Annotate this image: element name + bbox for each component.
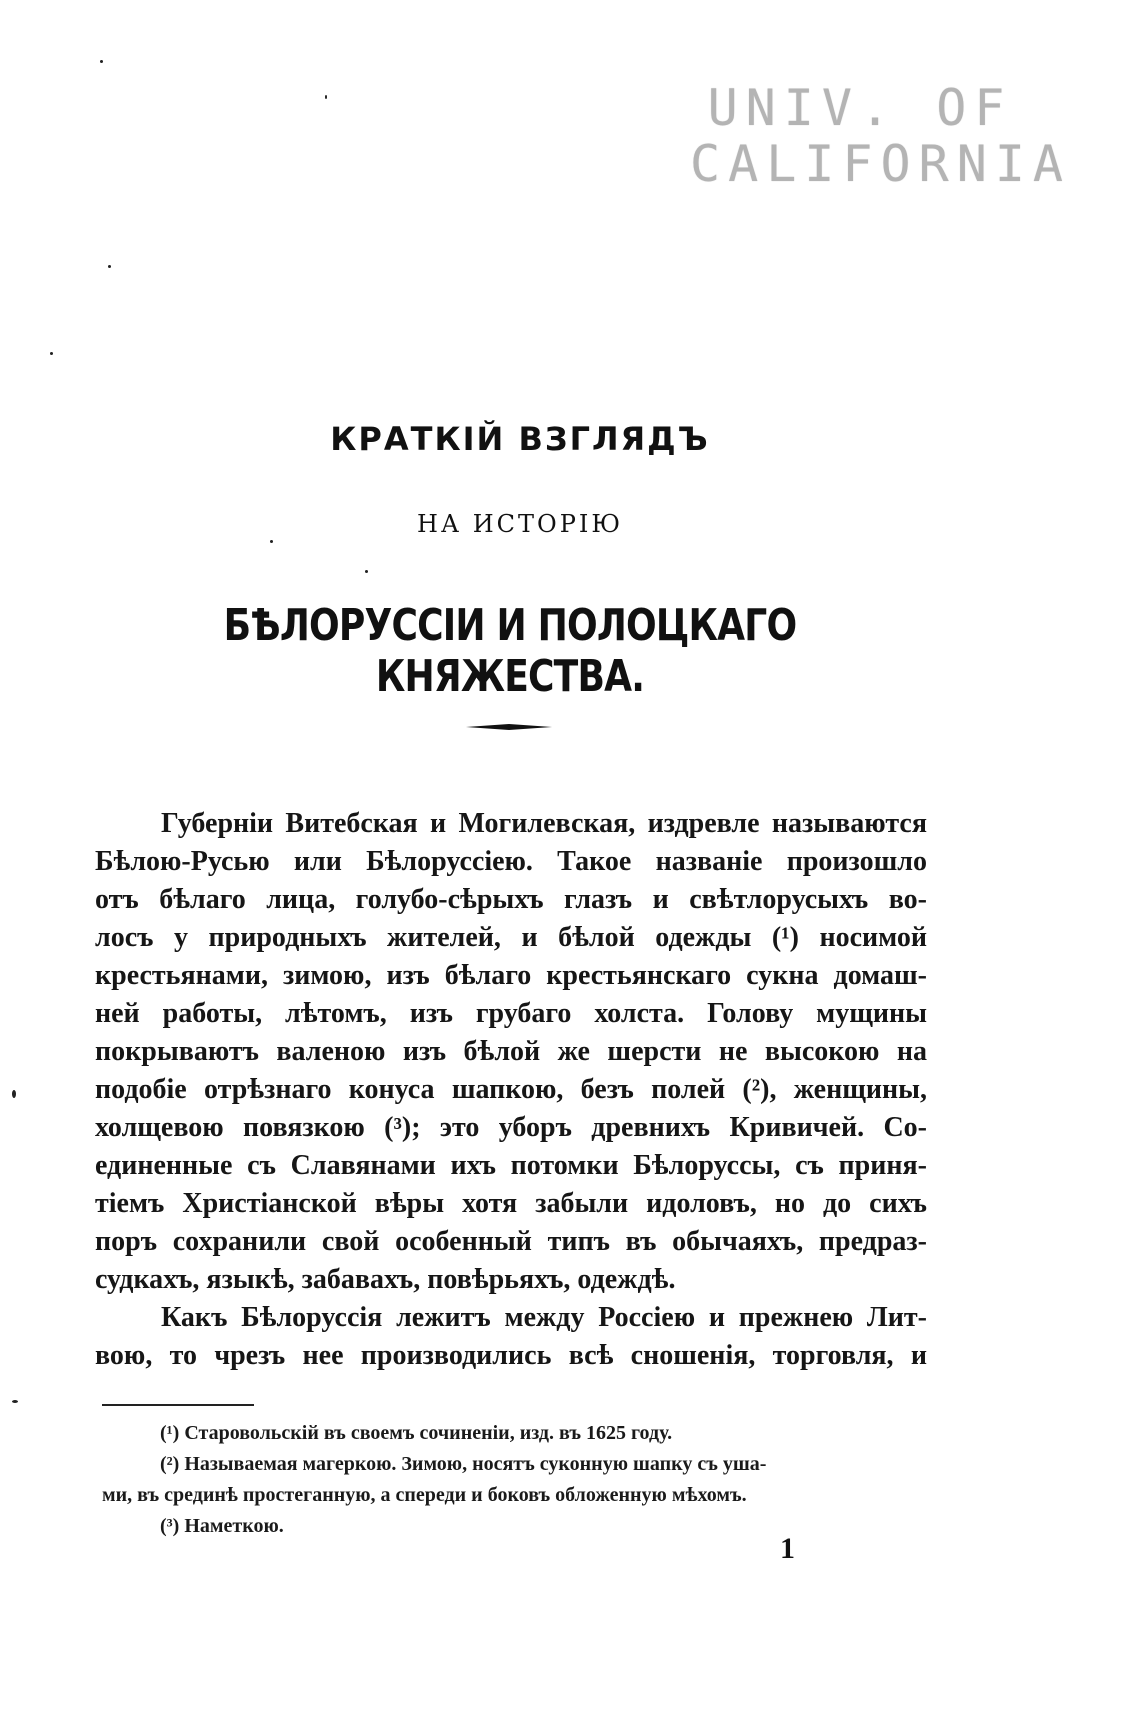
paragraph-line: судкахъ, языкѣ, забавахъ, повѣрьяхъ, одеждѣ. xyxy=(95,1264,676,1295)
stamp-line-2: CALIFORNIA xyxy=(690,135,1072,193)
paragraph-line: Бѣлою-Русью или Бѣлоруссіею. Такое названіе произошло xyxy=(95,846,927,877)
title-line-2: НА ИСТОРІЮ xyxy=(417,510,623,538)
footnote-1: (¹) Старовольскій въ своемъ сочиненіи, изд. въ 1625 году. xyxy=(160,1422,673,1444)
stamp-line-1: UNIV. OF xyxy=(707,79,1013,137)
title-line-3: БѢЛОРУССІИ И ПОЛОЦКАГО КНЯЖЕСТВА. xyxy=(223,600,797,702)
scan-speck xyxy=(270,540,273,543)
footnote-2: (²) Называемая магеркою. Зимою, носятъ суконную шапку съ уша- xyxy=(160,1453,767,1475)
scan-speck xyxy=(100,60,103,63)
paragraph-line: тіемъ Христіанской вѣры хотя забыли идоловъ, но до сихъ xyxy=(95,1188,927,1219)
scan-speck xyxy=(12,1090,16,1098)
footnotes xyxy=(102,1418,930,1542)
paragraph-line: вою, то чрезъ нее производились всѣ сношенія, торговля, и xyxy=(95,1340,927,1371)
paragraph-line: крестьянами, зимою, изъ бѣлаго крестьянскаго сукна домаш- xyxy=(95,960,927,991)
page-number: 1 xyxy=(780,1532,795,1565)
scan-speck xyxy=(12,1400,18,1403)
paragraph-line: покрываютъ валеною изъ бѣлой же шерсти не высокою на xyxy=(95,1036,927,1067)
paragraph-1 xyxy=(95,805,927,1299)
library-perforation-stamp xyxy=(690,79,1072,193)
scan-speck xyxy=(50,352,53,355)
paragraph-line: Губерніи Витебская и Могилевская, издревле называются xyxy=(161,808,927,839)
title-line-1: КРАТКІЙ ВЗГЛЯДЪ xyxy=(330,420,710,458)
scan-speck xyxy=(108,265,111,268)
scan-speck xyxy=(325,95,327,99)
ornament-divider xyxy=(466,723,552,731)
paragraph-line: подобіе отрѣзнаго конуса шапкою, безъ полей (²), женщины, xyxy=(95,1074,927,1105)
paragraph-line: отъ бѣлаго лица, голубо-сѣрыхъ глазъ и свѣтлорусыхъ во- xyxy=(95,884,927,915)
scan-speck xyxy=(365,570,368,573)
footnote-3: (³) Наметкою. xyxy=(160,1515,284,1537)
paragraph-line: поръ сохранили свой особенный типъ въ обычаяхъ, предраз- xyxy=(95,1226,927,1257)
paragraph-2 xyxy=(95,1299,927,1375)
footnote-2-continuation: ми, въ срединѣ простеганную, а спереди и боковъ обложенную мѣхомъ. xyxy=(102,1484,747,1506)
paragraph-line: холщевою повязкою (³); это уборъ древнихъ Кривичей. Со- xyxy=(95,1112,927,1143)
paragraph-line: лосъ у природныхъ жителей, и бѣлой одежды (¹) носимой xyxy=(95,922,927,953)
paragraph-line: Какъ Бѣлоруссія лежитъ между Россіею и прежнею Лит- xyxy=(161,1302,927,1333)
paragraph-line: ней работы, лѣтомъ, изъ грубаго холста. Голову мущины xyxy=(95,998,927,1029)
paragraph-line: единенные съ Славянами ихъ потомки Бѣлоруссы, съ приня- xyxy=(95,1150,927,1181)
footnote-separator xyxy=(102,1404,254,1406)
